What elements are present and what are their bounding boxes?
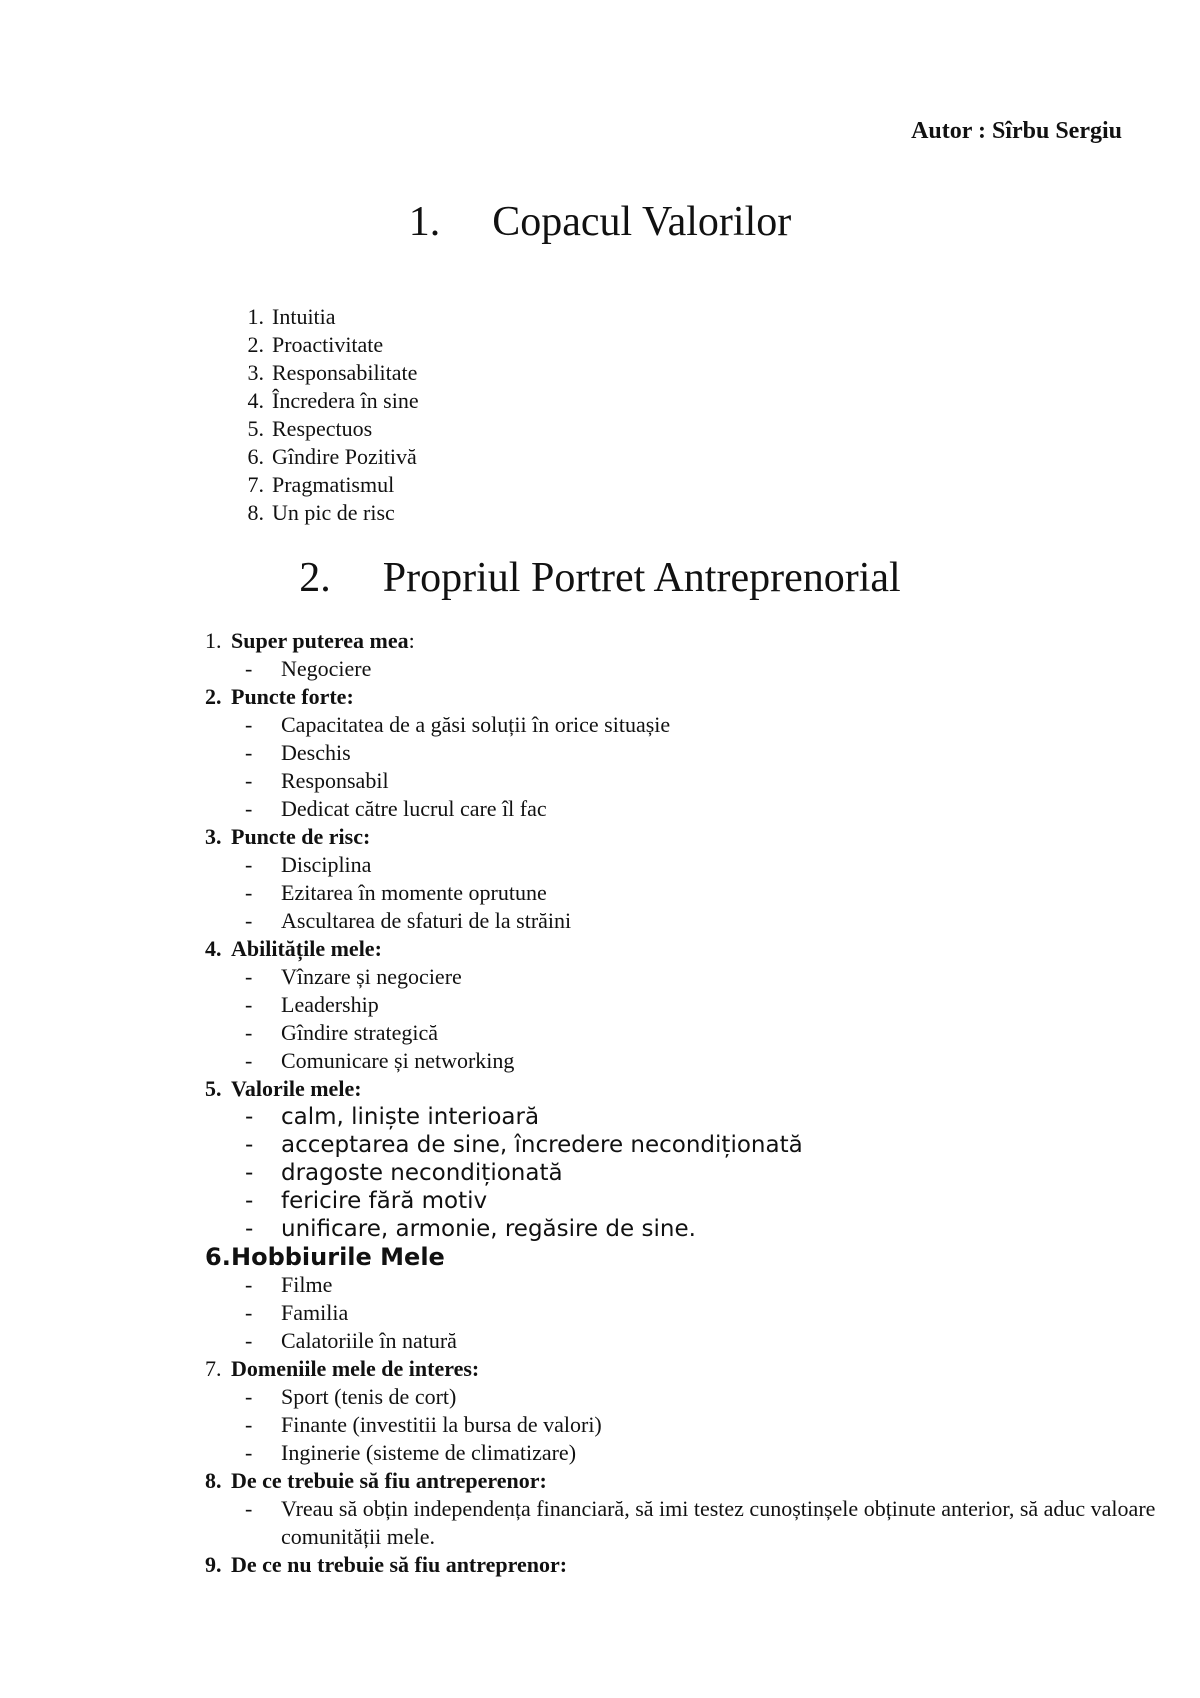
group-title-suffix: : [408,628,415,653]
group-title: Hobbiurile Mele [231,1243,445,1271]
group-items [205,1103,1161,1243]
list-item-text: Capacitatea de a găsi soluții în orice situașie [281,712,671,737]
list-item [205,1411,1161,1439]
group-heading [205,627,1161,655]
list-item-text: Filme [281,1272,333,1297]
list-item [205,963,1161,991]
list-item [224,387,419,415]
list-item-text: Încredera în sine [272,388,419,413]
list-item-number: 5. [247,416,264,441]
dash-bullet: - [245,1132,254,1158]
group-heading [205,1243,1161,1271]
list-item [205,739,1161,767]
dash-bullet: - [245,768,253,793]
list-item [205,1495,1161,1551]
portrait-group-why-entrepreneur [205,1467,1161,1551]
portrait-group-hobbies [205,1243,1161,1355]
list-item [205,991,1161,1019]
group-heading [205,823,1161,851]
list-item [205,1327,1161,1355]
list-item [224,415,419,443]
section-1-number: 1. [408,199,441,245]
list-item [205,1131,1161,1159]
portrait-group-interests [205,1355,1161,1467]
dash-bullet: - [245,964,253,989]
list-item-text: calm, liniște interioară [281,1104,540,1130]
dash-bullet: - [245,1160,254,1186]
list-item-text: Gîndire Pozitivă [272,444,417,469]
portrait-group-why-not-entrepreneur [205,1551,1161,1579]
list-item-text: Comunicare și networking [281,1048,515,1073]
list-item-text: Pragmatismul [272,472,395,497]
list-item-text: Inginerie (sisteme de climatizare) [281,1440,577,1465]
list-item-number: 3. [247,360,264,385]
list-item [205,1439,1161,1467]
list-item-text: unificare, armonie, regăsire de sine. [281,1216,696,1242]
list-item-number: 4. [247,388,264,413]
dash-bullet: - [245,796,253,821]
group-heading [205,1355,1161,1383]
group-heading [205,1075,1161,1103]
portrait-list [205,627,1161,1579]
dash-bullet: - [245,1216,254,1242]
group-number: 8. [205,1468,222,1493]
list-item-number: 6. [247,444,264,469]
dash-bullet: - [245,880,253,905]
group-title: De ce nu trebuie să fiu antreprenor: [231,1552,568,1577]
dash-bullet: - [245,1328,253,1353]
group-number: 3. [205,824,222,849]
group-title: Puncte forte: [231,684,354,709]
group-items [205,711,1161,823]
list-item [205,907,1161,935]
list-item-text: Negociere [281,656,372,681]
list-item [224,359,419,387]
portrait-group-strengths [205,683,1161,823]
list-item [205,1047,1161,1075]
group-number: 2. [205,684,222,709]
dash-bullet: - [245,1496,253,1521]
dash-bullet: - [245,1048,253,1073]
group-title: Abilitățile mele: [231,936,382,961]
list-item-text: Intuitia [272,304,336,329]
list-item [205,795,1161,823]
list-item-text: Deschis [281,740,351,765]
list-item-text: Gîndire strategică [281,1020,438,1045]
section-2-number: 2. [299,555,331,601]
group-title: Valorile mele: [231,1076,362,1101]
dash-bullet: - [245,1104,254,1130]
list-item-number: 2. [247,332,264,357]
section-2-title: Propriul Portret Antreprenorial [382,555,901,601]
portrait-group-super-power [205,627,1161,683]
list-item [205,767,1161,795]
portrait-group-risks [205,823,1161,935]
list-item-text: Vînzare și negociere [281,964,462,989]
dash-bullet: - [245,1020,253,1045]
section-1-heading [0,198,1200,246]
list-item-text: Dedicat către lucrul care îl fac [281,796,547,821]
list-item-text: Finante (investitii la bursa de valori) [281,1412,602,1437]
list-item [205,655,1161,683]
list-item [205,879,1161,907]
group-number: 4. [205,936,222,961]
group-items [205,1383,1161,1467]
list-item [205,1159,1161,1187]
author-line: Autor : Sîrbu Sergiu [911,118,1122,144]
list-item [205,1103,1161,1131]
list-item-number: 7. [247,472,264,497]
dash-bullet: - [245,852,253,877]
list-item [205,1187,1161,1215]
list-item-text: Disciplina [281,852,372,877]
list-item [205,1299,1161,1327]
list-item [224,471,419,499]
list-item-text: Vreau să obțin independența financiară, să imi testez cunoștinșele obținute anterior, să aduc valoare comunității mele. [281,1496,1156,1549]
list-item-text: Un pic de risc [272,500,395,525]
group-number: 9. [205,1552,222,1577]
group-number: 6. [205,1243,231,1271]
list-item [205,851,1161,879]
dash-bullet: - [245,712,253,737]
list-item [205,1215,1161,1243]
list-item-text: Calatoriile în natură [281,1328,457,1353]
group-number: 1. [205,628,222,653]
group-items [205,851,1161,935]
list-item-text: Ascultarea de sfaturi de la străini [281,908,572,933]
list-item [205,711,1161,739]
list-item-number: 1. [247,304,264,329]
section-2-heading [0,554,1200,602]
list-item-text: Proactivitate [272,332,384,357]
list-item [205,1019,1161,1047]
list-item-text: Familia [281,1300,349,1325]
portrait-group-values [205,1075,1161,1243]
dash-bullet: - [245,1188,254,1214]
group-items [205,1495,1161,1551]
dash-bullet: - [245,740,253,765]
list-item-text: Respectuos [272,416,373,441]
group-heading [205,683,1161,711]
list-item-text: Responsabil [281,768,389,793]
dash-bullet: - [245,1300,253,1325]
list-item [224,303,419,331]
list-item-text: Sport (tenis de cort) [281,1384,457,1409]
group-title: De ce trebuie să fiu antreperenor: [231,1468,547,1493]
list-item-text: Leadership [281,992,379,1017]
group-heading [205,1551,1161,1579]
list-item [224,443,419,471]
list-item-number: 8. [247,500,264,525]
dash-bullet: - [245,992,253,1017]
dash-bullet: - [245,1440,253,1465]
group-heading [205,935,1161,963]
dash-bullet: - [245,656,253,681]
group-items [205,963,1161,1075]
list-item [205,1383,1161,1411]
dash-bullet: - [245,908,253,933]
group-title: Super puterea mea [231,628,409,653]
group-title: Puncte de risc: [231,824,371,849]
list-item-text: Ezitarea în momente oprutune [281,880,547,905]
list-item-text: Responsabilitate [272,360,418,385]
group-heading [205,1467,1161,1495]
dash-bullet: - [245,1272,253,1297]
list-item-text: dragoste necondiționată [281,1160,563,1186]
portrait-group-abilities [205,935,1161,1075]
group-items [205,1271,1161,1355]
list-item-text: fericire fără motiv [281,1188,488,1214]
dash-bullet: - [245,1384,253,1409]
group-number: 5. [205,1076,222,1101]
group-number: 7. [205,1356,222,1381]
list-item [224,331,419,359]
group-items [205,655,1161,683]
values-list [224,303,419,527]
group-title: Domeniile mele de interes: [231,1356,480,1381]
list-item-text: acceptarea de sine, încredere necondiționată [281,1132,803,1158]
list-item [224,499,419,527]
list-item [205,1271,1161,1299]
dash-bullet: - [245,1412,253,1437]
section-1-title: Copacul Valorilor [492,199,792,245]
